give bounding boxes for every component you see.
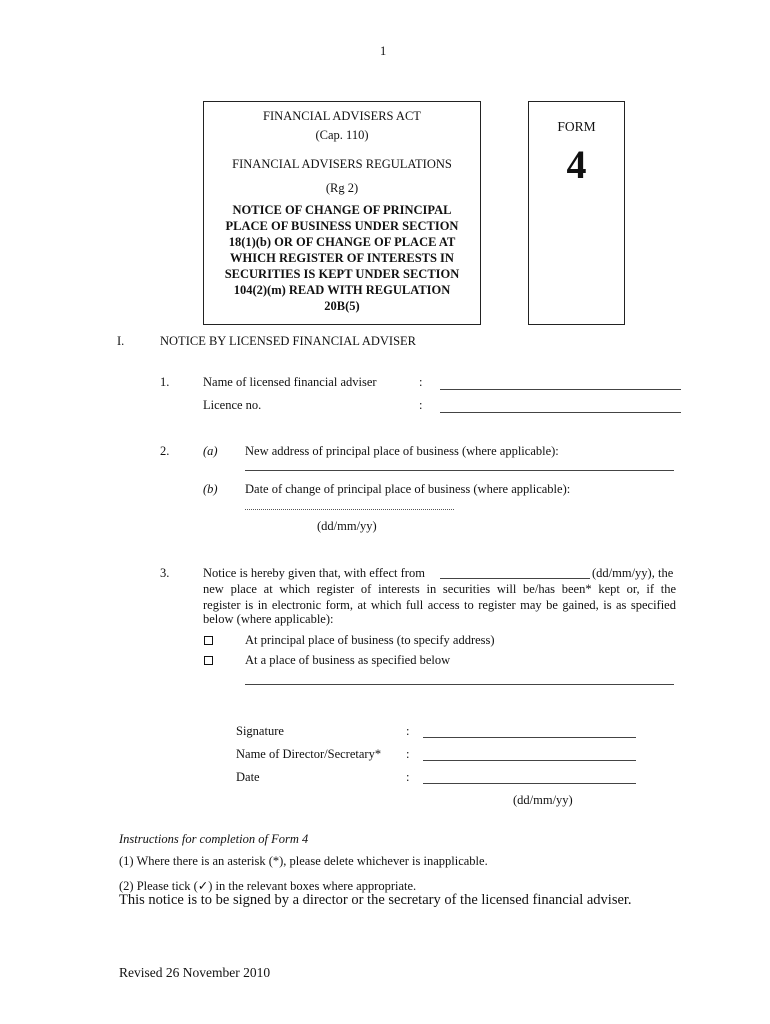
effective-date-field[interactable] <box>440 578 590 579</box>
regulations-title: FINANCIAL ADVISERS REGULATIONS <box>232 157 452 171</box>
notice-title-line-1: NOTICE OF CHANGE OF PRINCIPAL <box>232 203 452 217</box>
section-heading: NOTICE BY LICENSED FINANCIAL ADVISER <box>160 334 417 348</box>
licence-no-label: Licence no. <box>203 398 262 412</box>
director-name-colon: : <box>406 747 410 761</box>
regulations-rg: (Rg 2) <box>325 181 359 195</box>
item-1-number: 1. <box>160 375 170 389</box>
act-cap: (Cap. 110) <box>315 128 369 142</box>
adviser-name-colon: : <box>419 375 423 389</box>
notice-line-1-prefix: Notice is hereby given that, with effect from <box>203 566 425 580</box>
notice-title-line-2: PLACE OF BUSINESS UNDER SECTION <box>225 219 459 233</box>
signature-label: Signature <box>236 724 284 738</box>
other-place-address-field[interactable] <box>245 684 674 685</box>
page-number: 1 <box>380 44 387 58</box>
change-date-label: Date of change of principal place of business (where applicable): <box>245 482 571 496</box>
instruction-2: (2) Please tick (✓) in the relevant boxes where appropriate. <box>119 879 417 893</box>
notice-line-2: new place at which register of interests in securities will be/has been* kept or, if the <box>203 582 676 596</box>
principal-place-option-label: At principal place of business (to specify address) <box>245 633 495 647</box>
new-address-label: New address of principal place of business (where applicable): <box>245 444 559 458</box>
item-2a-marker: (a) <box>203 444 218 458</box>
adviser-name-field[interactable] <box>440 389 681 390</box>
form-label: FORM <box>557 119 596 134</box>
sign-date-format: (dd/mm/yy) <box>513 793 573 807</box>
sign-date-label: Date <box>236 770 260 784</box>
form-number-box <box>528 101 625 325</box>
licence-no-field[interactable] <box>440 412 681 413</box>
notice-title-line-5: SECURITIES IS KEPT UNDER SECTION <box>224 267 460 281</box>
sign-date-field[interactable] <box>423 783 636 784</box>
notice-title-line-6: 104(2)(m) READ WITH REGULATION <box>233 283 451 297</box>
notice-title-line-7: 20B(5) <box>324 299 360 313</box>
notice-line-1-suffix: (dd/mm/yy), the <box>592 566 674 580</box>
signature-colon: : <box>406 724 410 738</box>
item-2b-marker: (b) <box>203 482 218 496</box>
instruction-3: This notice is to be signed by a director or the secretary of the licensed financial adviser. <box>119 892 632 908</box>
new-address-field[interactable] <box>245 470 674 471</box>
item-3-number: 3. <box>160 566 170 580</box>
director-name-label: Name of Director/Secretary* <box>236 747 382 761</box>
header-title-box <box>203 101 481 325</box>
notice-title-line-4: WHICH REGISTER OF INTERESTS IN <box>230 251 454 265</box>
change-date-field[interactable] <box>245 509 454 510</box>
notice-line-4: below (where applicable): <box>203 612 334 626</box>
signature-field[interactable] <box>423 737 636 738</box>
form-number: 4 <box>566 142 587 187</box>
principal-place-checkbox[interactable] <box>204 636 213 645</box>
licence-no-colon: : <box>419 398 423 412</box>
director-name-field[interactable] <box>423 760 636 761</box>
sign-date-colon: : <box>406 770 410 784</box>
item-2-number: 2. <box>160 444 170 458</box>
adviser-name-label: Name of licensed financial adviser <box>203 375 377 389</box>
notice-title-line-3: 18(1)(b) OR OF CHANGE OF PLACE AT <box>228 235 456 249</box>
instruction-1: (1) Where there is an asterisk (*), please delete whichever is inapplicable. <box>119 854 488 868</box>
revised-date: Revised 26 November 2010 <box>119 965 271 980</box>
notice-line-3: register is in electronic form, at which full access to register may be gained, is as specified <box>203 598 676 612</box>
change-date-format: (dd/mm/yy) <box>317 519 377 533</box>
section-numeral: I. <box>117 334 125 348</box>
other-place-option-label: At a place of business as specified below <box>245 653 451 667</box>
act-title: FINANCIAL ADVISERS ACT <box>263 109 421 123</box>
other-place-checkbox[interactable] <box>204 656 213 665</box>
instructions-title: Instructions for completion of Form 4 <box>119 832 309 846</box>
